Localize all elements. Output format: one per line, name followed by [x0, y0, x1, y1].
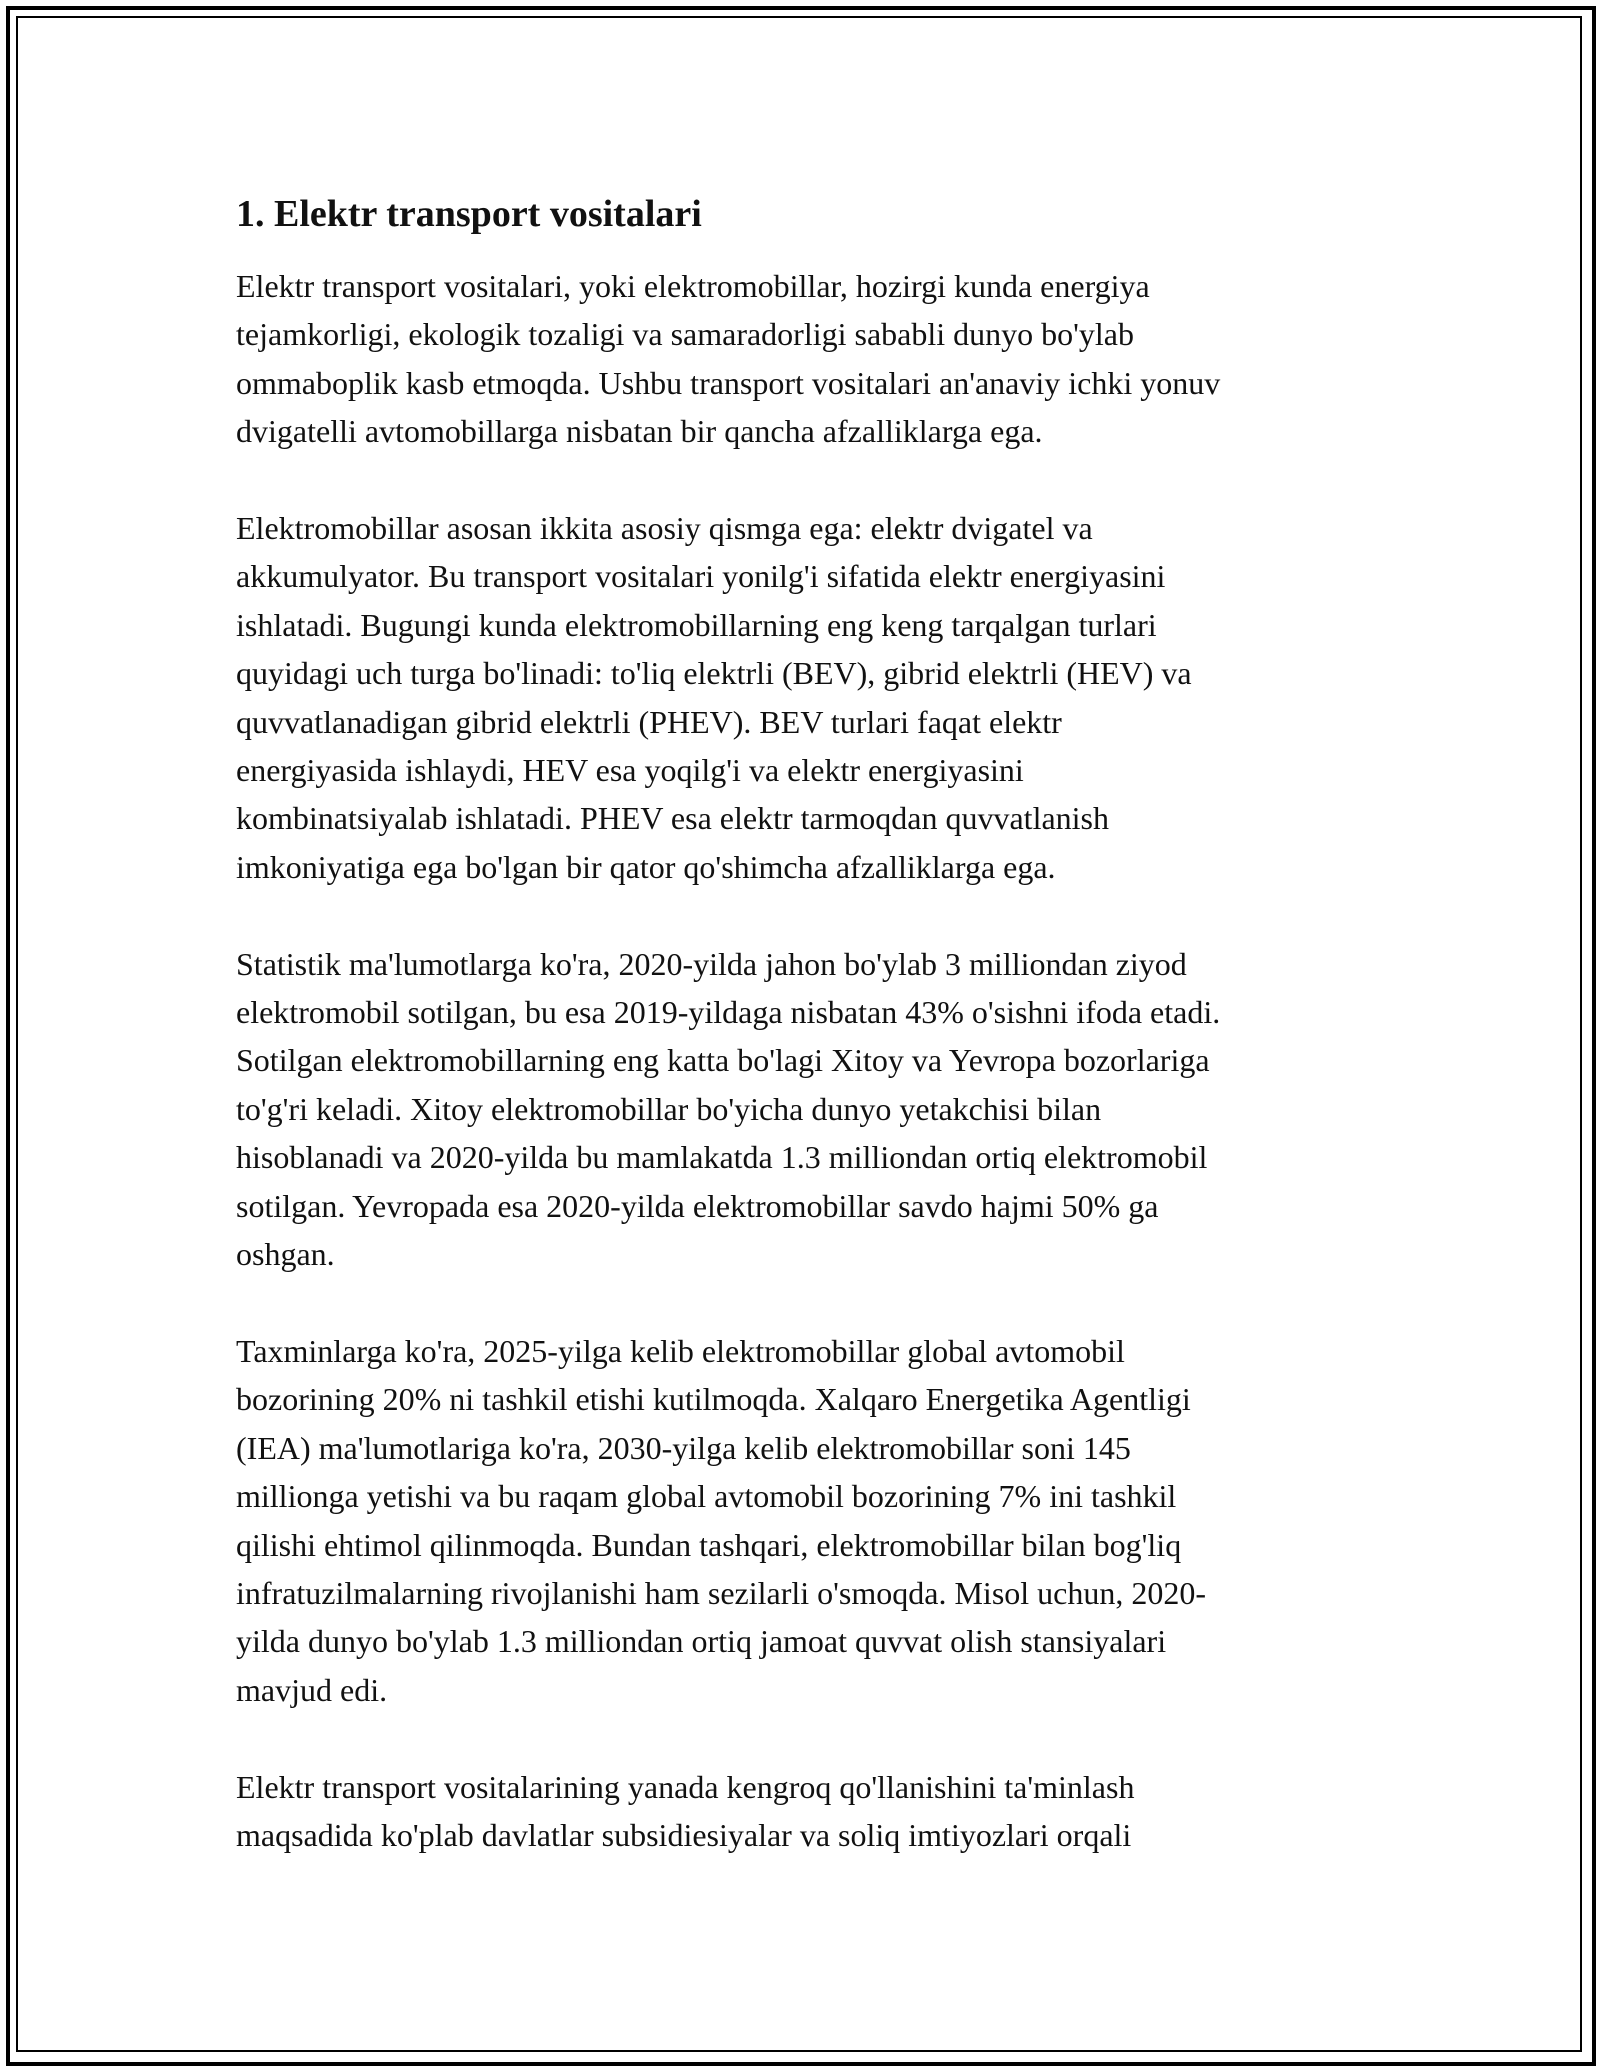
- paragraph-line: Elektr transport vositalari, yoki elektromobillar, hozirgi kunda energiya: [236, 268, 1150, 304]
- paragraph-line: Statistik ma'lumotlarga ko'ra, 2020-yilda jahon bo'ylab 3 milliondan ziyod: [236, 945, 1187, 982]
- document-body: [236, 186, 1376, 1908]
- paragraph-line: ishlatadi. Bugungi kunda elektromobillarning eng keng tarqalgan turlari: [236, 606, 1157, 643]
- paragraph-line: Sotilgan elektromobillarning eng katta bo'lagi Xitoy va Yevropa bozorlariga: [236, 1042, 1210, 1079]
- paragraph-line: quvvatlanadigan gibrid elektrli (PHEV). BEV turlari faqat elektr: [236, 703, 1062, 740]
- paragraph-line: mavjud edi.: [236, 1671, 388, 1708]
- paragraph-5: [236, 1763, 1376, 1860]
- paragraph-line: Taxminlarga ko'ra, 2025-yilga kelib elektromobillar global avtomobil: [236, 1332, 1125, 1369]
- paragraph-line: oshgan.: [236, 1236, 335, 1273]
- paragraph-2: [236, 504, 1376, 891]
- paragraph-line: elektromobil sotilgan, bu esa 2019-yildaga nisbatan 43% o'sishni ifoda etadi.: [236, 994, 1221, 1031]
- paragraph-line: yilda dunyo bo'ylab 1.3 milliondan ortiq jamoat quvvat olish stansiyalari: [236, 1623, 1167, 1660]
- section-heading: 1. Elektr transport vositalari: [236, 193, 702, 235]
- paragraph-line: millionga yetishi va bu raqam global avtomobil bozorining 7% ini tashkil: [236, 1478, 1177, 1515]
- paragraph-line: ommaboplik kasb etmoqda. Ushbu transport vositalari an'anaviy ichki yonuv: [236, 364, 1221, 401]
- paragraph-line: quyidagi uch turga bo'linadi: to'liq elektrli (BEV), gibrid elektrli (HEV) va: [236, 655, 1192, 692]
- paragraph-line: bozorining 20% ni tashkil etishi kutilmoqda. Xalqaro Energetika Agentligi: [236, 1381, 1191, 1418]
- paragraph-3: [236, 940, 1376, 1279]
- paragraph-1: [236, 262, 1376, 456]
- paragraph-line: energiyasida ishlaydi, HEV esa yoqilg'i va elektr energiyasini: [236, 752, 1024, 789]
- paragraph-line: maqsadida ko'plab davlatlar subsidiesiyalar va soliq imtiyozlari orqali: [236, 1816, 1132, 1853]
- paragraph-line: Elektromobillar asosan ikkita asosiy qismga ega: elektr dvigatel va: [236, 510, 1093, 547]
- paragraph-4: [236, 1327, 1376, 1714]
- paragraph-line: imkoniyatiga ega bo'lgan bir qator qo'shimcha afzalliklarga ega.: [236, 848, 1056, 885]
- paragraph-line: Elektr transport vositalarining yanada kengroq qo'llanishini ta'minlash: [236, 1768, 1135, 1805]
- paragraph-line: to'g'ri keladi. Xitoy elektromobillar bo'yicha dunyo yetakchisi bilan: [236, 1090, 1102, 1127]
- paragraph-line: (IEA) ma'lumotlariga ko'ra, 2030-yilga kelib elektromobillar soni 145: [236, 1429, 1131, 1466]
- paragraph-line: tejamkorligi, ekologik tozaligi va samaradorligi sababli dunyo bo'ylab: [236, 316, 1134, 353]
- paragraph-line: sotilgan. Yevropada esa 2020-yilda elektromobillar savdo hajmi 50% ga: [236, 1187, 1159, 1224]
- paragraph-line: infratuzilmalarning rivojlanishi ham sezilarli o'smoqda. Misol uchun, 2020-: [236, 1574, 1207, 1611]
- paragraph-line: kombinatsiyalab ishlatadi. PHEV esa elektr tarmoqdan quvvatlanish: [236, 800, 1109, 837]
- paragraph-line: akkumulyator. Bu transport vositalari yonilg'i sifatida elektr energiyasini: [236, 558, 1166, 595]
- paragraph-line: hisoblanadi va 2020-yilda bu mamlakatda 1.3 milliondan ortiq elektromobil: [236, 1139, 1208, 1176]
- paragraph-line: qilishi ehtimol qilinmoqda. Bundan tashqari, elektromobillar bilan bog'liq: [236, 1526, 1182, 1563]
- paragraph-line: dvigatelli avtomobillarga nisbatan bir qancha afzalliklarga ega.: [236, 413, 1043, 450]
